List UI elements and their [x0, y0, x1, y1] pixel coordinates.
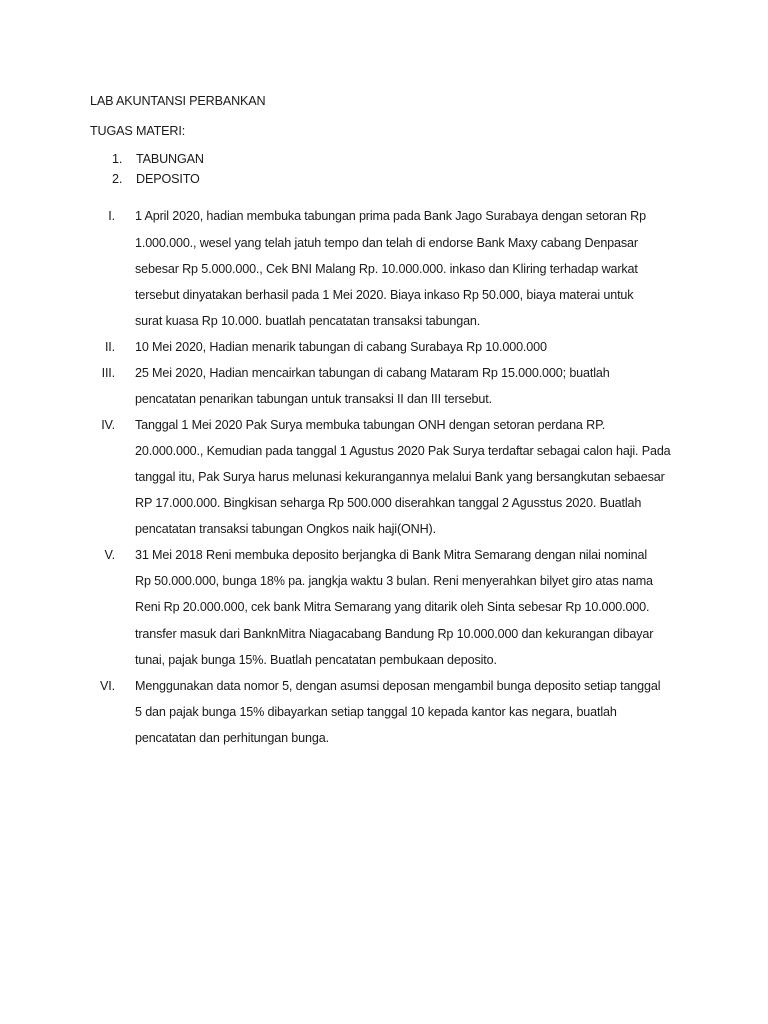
task-text-line: pencatatan dan perhitungan bunga.: [135, 731, 329, 745]
task-text-line: Rp 50.000.000, bunga 18% pa. jangkja waktu 3 bulan. Reni menyerahkan bilyet giro atas nama: [135, 574, 653, 588]
task-text-line: surat kuasa Rp 10.000. buatlah pencatatan transaksi tabungan.: [135, 314, 481, 328]
task-text-line: 31 Mei 2018 Reni membuka deposito berjangka di Bank Mitra Semarang dengan nilai nominal: [135, 548, 648, 562]
topic-number: 1.: [112, 152, 123, 166]
task-text-line: Reni Rp 20.000.000, cek bank Mitra Semarang yang ditarik oleh Sinta sebesar Rp 10.000.000.: [135, 600, 650, 614]
task-text-line: RP 17.000.000. Bingkisan seharga Rp 500.000 diserahkan tanggal 2 Agusstus 2020. Buatlah: [135, 496, 642, 510]
topic-label: TABUNGAN: [136, 152, 204, 166]
task-text-line: tanggal itu, Pak Surya harus melunasi kekurangannya melalui Bank yang bersangkutan sebaesar: [135, 470, 665, 484]
task-text-line: pencatatan penarikan tabungan untuk transaksi II dan III tersebut.: [135, 392, 492, 406]
task-text-line: pencatatan transaksi tabungan Ongkos naik haji(ONH).: [135, 522, 436, 536]
document-subtitle: TUGAS MATERI:: [90, 124, 186, 138]
task-text-line: tunai, pajak bunga 15%. Buatlah pencatatan pembukaan deposito.: [135, 653, 497, 667]
task-text-line: 25 Mei 2020, Hadian mencairkan tabungan di cabang Mataram Rp 15.000.000; buatlah: [135, 366, 610, 380]
task-text-line: 1 April 2020, hadian membuka tabungan prima pada Bank Jago Surabaya dengan setoran Rp: [135, 209, 646, 223]
task-number: III.: [101, 366, 115, 380]
task-number: I.: [108, 209, 115, 223]
task-text-line: sebesar Rp 5.000.000., Cek BNI Malang Rp. 10.000.000. inkaso dan Kliring terhadap warkat: [135, 262, 638, 276]
task-text-line: Tanggal 1 Mei 2020 Pak Surya membuka tabungan ONH dengan setoran perdana RP.: [135, 418, 606, 432]
task-text-line: transfer masuk dari BanknMitra Niagacabang Bandung Rp 10.000.000 dan kekurangan dibayar: [135, 627, 654, 641]
task-text-line: Menggunakan data nomor 5, dengan asumsi deposan mengambil bunga deposito setiap tanggal: [135, 679, 661, 693]
topic-number: 2.: [112, 172, 123, 186]
task-number: V.: [104, 548, 115, 562]
task-number: II.: [104, 340, 115, 354]
task-text-line: 1.000.000., wesel yang telah jatuh tempo dan telah di endorse Bank Maxy cabang Denpasar: [135, 236, 638, 250]
task-text-line: 5 dan pajak bunga 15% dibayarkan setiap tanggal 10 kepada kantor kas negara, buatlah: [135, 705, 617, 719]
task-number: IV.: [101, 418, 115, 432]
task-number: VI.: [100, 679, 115, 693]
task-text-line: tersebut dinyatakan berhasil pada 1 Mei 2020. Biaya inkaso Rp 50.000, biaya materai untuk: [135, 288, 634, 302]
topic-label: DEPOSITO: [136, 172, 200, 186]
document-title: LAB AKUNTANSI PERBANKAN: [90, 94, 266, 108]
task-text-line: 10 Mei 2020, Hadian menarik tabungan di cabang Surabaya Rp 10.000.000: [135, 340, 547, 354]
task-text-line: 20.000.000., Kemudian pada tanggal 1 Agustus 2020 Pak Surya terdaftar sebagai calon haji. Pada: [135, 444, 671, 458]
